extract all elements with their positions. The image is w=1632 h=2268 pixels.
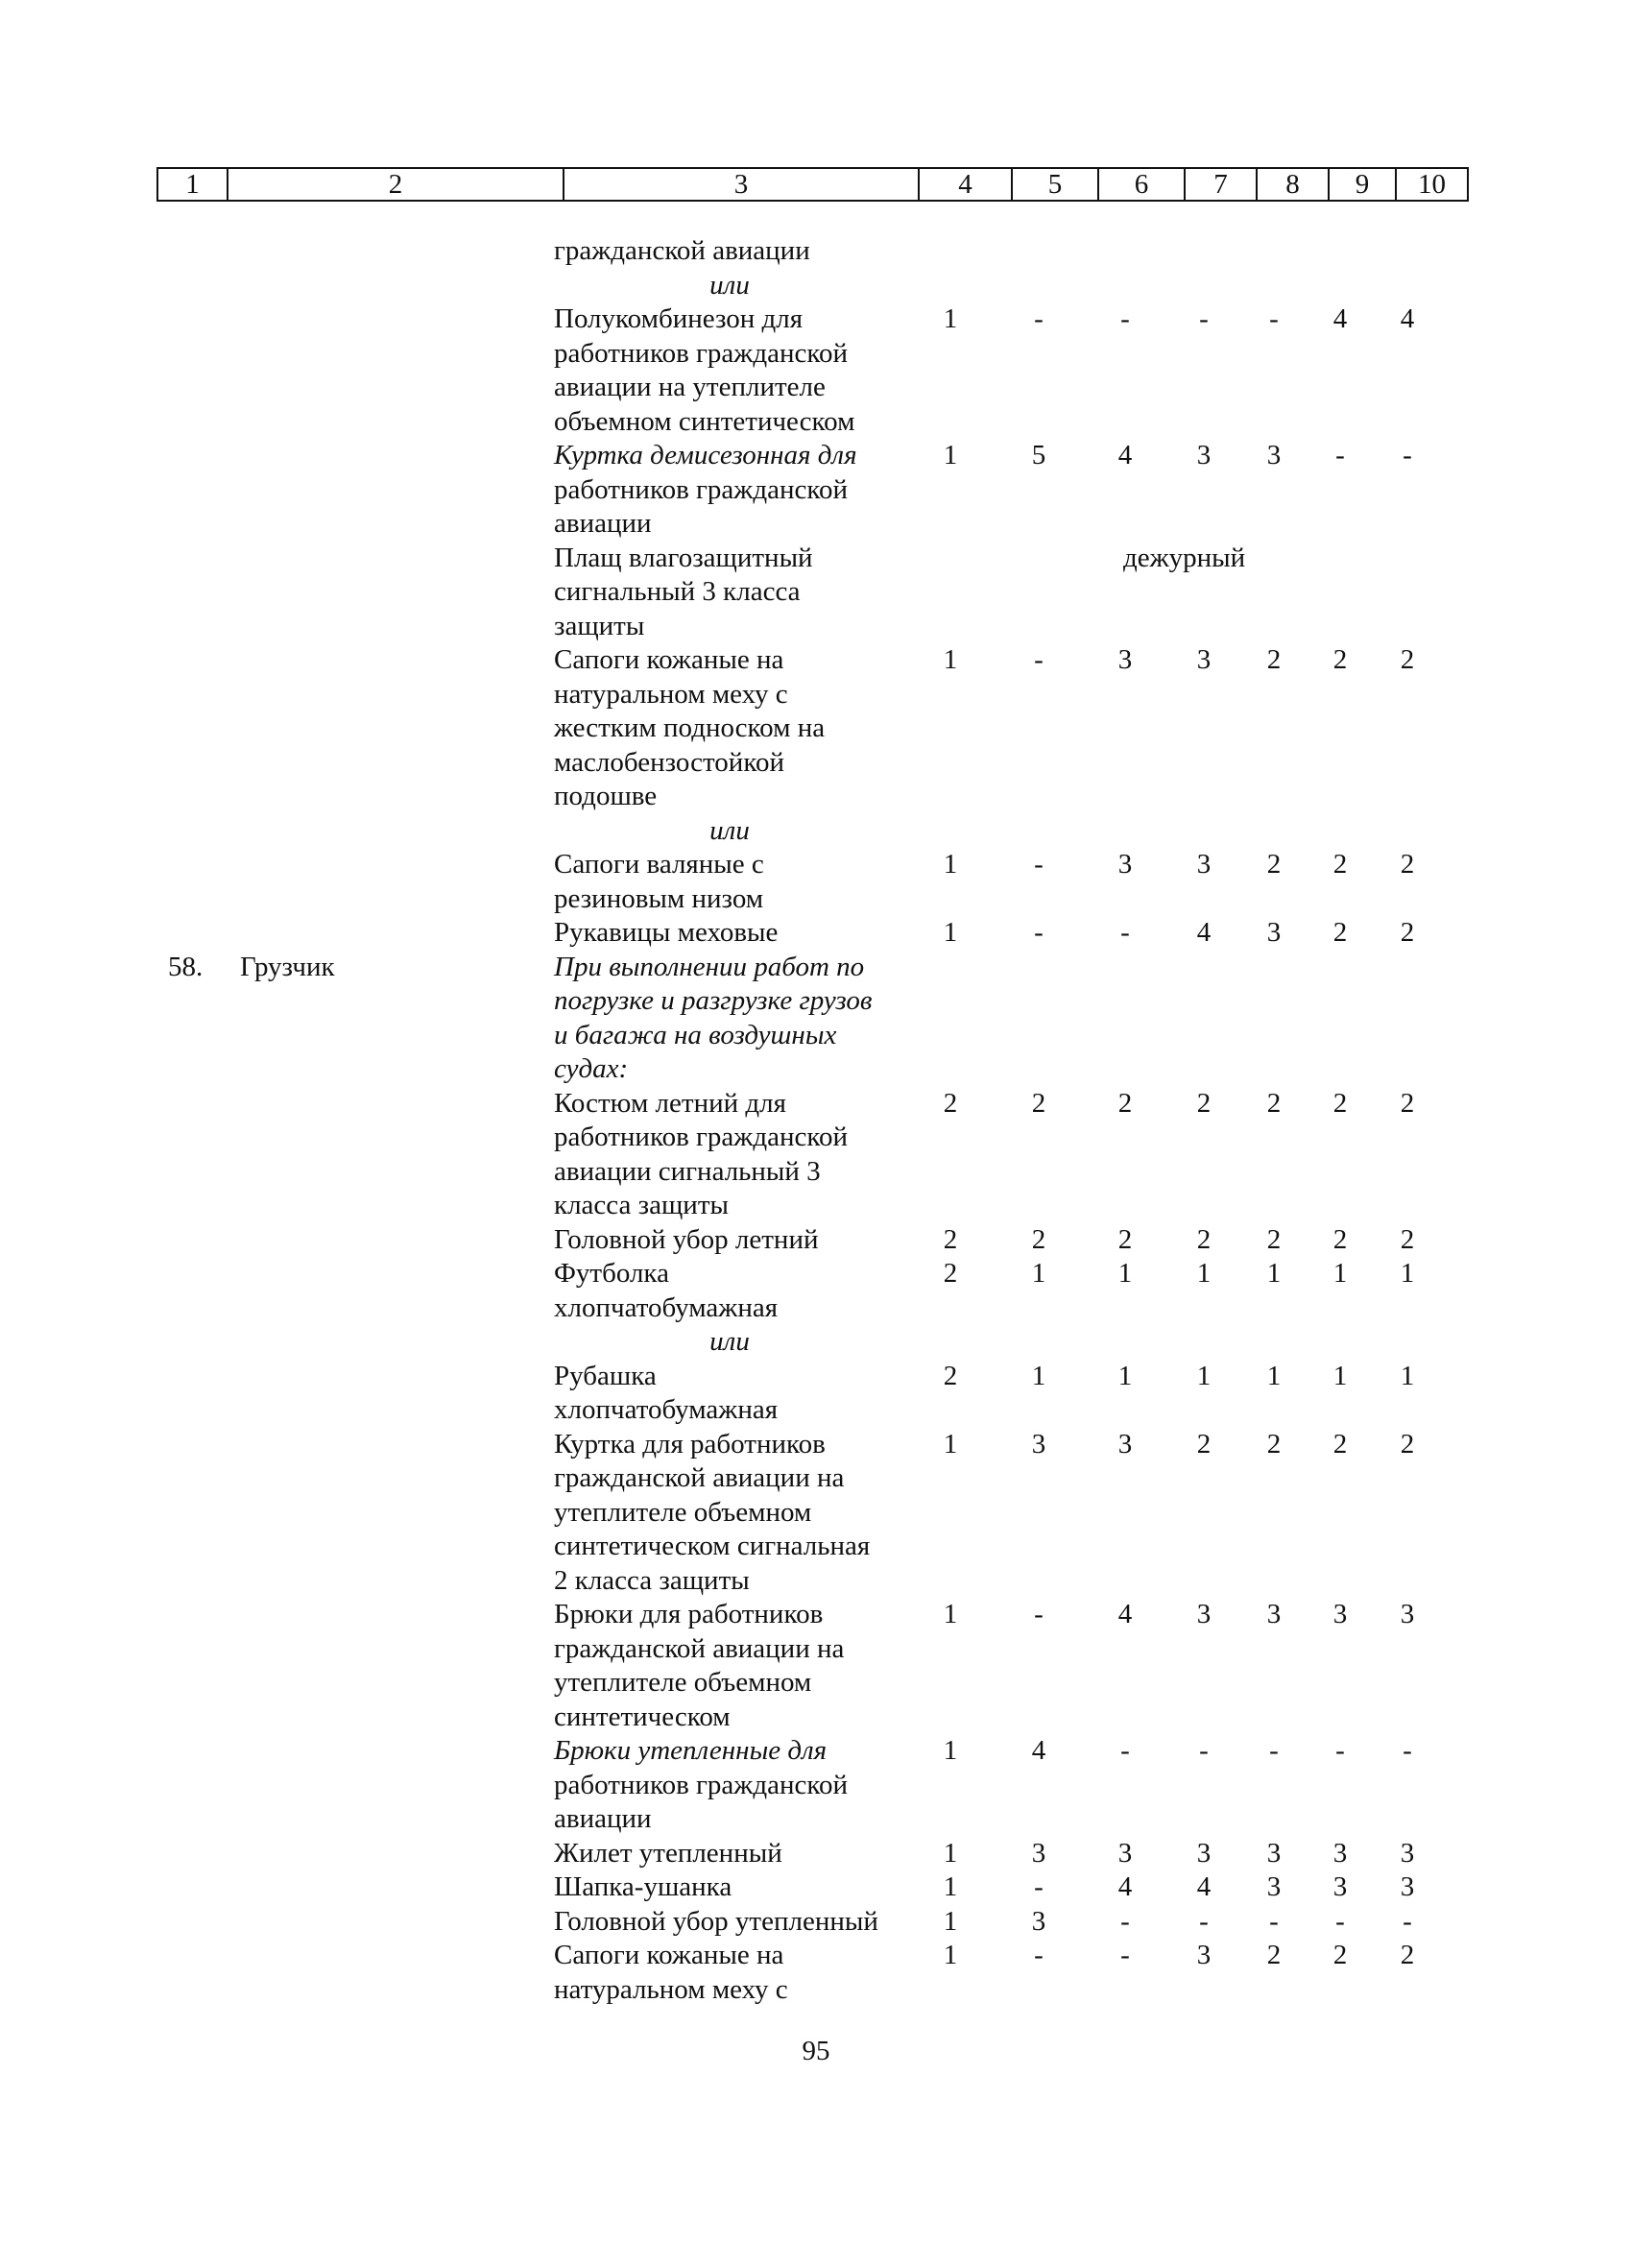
value-col-8: 3: [1266, 440, 1282, 470]
table-row: [0, 1905, 1632, 1940]
header-col-7: 7: [1186, 167, 1258, 202]
value-col-4: 2: [943, 1258, 958, 1289]
item-text-line: гражданской авиации на: [554, 1632, 845, 1664]
item-text-line: Сапоги валяные с: [554, 849, 764, 880]
item-text-line: погрузке и разгрузке грузов: [554, 985, 873, 1016]
value-col-6: 2: [1117, 1223, 1133, 1255]
header-col-2: 2: [228, 167, 564, 202]
item-text-line: Куртка демисезонная для: [554, 440, 857, 470]
value-col-4: 2: [943, 1223, 958, 1255]
value-col-9: 2: [1332, 1940, 1348, 1970]
value-col-4: 1: [943, 303, 958, 334]
value-col-5: 3: [1031, 1837, 1046, 1869]
alternative-label: или: [709, 814, 750, 846]
item-text-line: Рукавицы меховые: [554, 917, 779, 948]
value-col-8: 1: [1266, 1258, 1282, 1289]
value-col-6: 1: [1117, 1360, 1133, 1391]
value-col-10: 3: [1400, 1871, 1415, 1902]
item-text-line: и багажа на воздушных: [554, 1019, 837, 1050]
item-text-line: натуральном меху с: [554, 678, 788, 710]
table-row: [0, 234, 1632, 269]
item-text-line: 2 класса защиты: [554, 1564, 750, 1596]
value-col-5: 3: [1031, 1905, 1046, 1937]
value-col-8: 2: [1266, 1223, 1282, 1255]
table-row: [0, 951, 1632, 1087]
value-col-4: 1: [943, 1735, 958, 1766]
value-col-7: -: [1199, 1905, 1209, 1937]
table-row: [0, 916, 1632, 951]
value-col-10: 2: [1400, 1428, 1415, 1460]
item-text-line: хлопчатобумажная: [554, 1394, 779, 1425]
value-col-10: 2: [1400, 917, 1415, 948]
table-row: [0, 643, 1632, 814]
value-col-5: 4: [1031, 1735, 1046, 1766]
value-col-6: -: [1120, 1905, 1130, 1937]
table-row: [0, 1428, 1632, 1599]
value-col-8: 2: [1266, 1428, 1282, 1460]
item-text-line: Брюки утепленные для: [554, 1735, 828, 1766]
value-col-4: 1: [943, 1940, 958, 1970]
header-col-3: 3: [564, 167, 920, 202]
profession-name: Грузчик: [240, 951, 335, 982]
item-text-line: авиации на утеплителе: [554, 372, 826, 402]
table-row: [0, 848, 1632, 916]
item-text-line: утеплителе объемном: [554, 1496, 812, 1528]
item-text-line: защиты: [554, 610, 645, 641]
value-col-6: -: [1120, 917, 1130, 948]
item-text-line: Сапоги кожаные на: [554, 1940, 784, 1970]
value-col-4: 2: [943, 1087, 958, 1119]
item-text-line: гражданской авиации: [554, 235, 810, 266]
table-row: [0, 1087, 1632, 1223]
value-col-6: 3: [1117, 1428, 1133, 1460]
value-col-6: 3: [1117, 1837, 1133, 1869]
value-col-7: 4: [1196, 1871, 1212, 1902]
value-col-4: 2: [943, 1360, 958, 1391]
value-col-10: 1: [1400, 1360, 1415, 1391]
value-col-7: 3: [1196, 1940, 1212, 1970]
value-col-5: 3: [1031, 1428, 1046, 1460]
table-row: [0, 1325, 1632, 1360]
value-col-8: 3: [1266, 1837, 1282, 1869]
table-row: [0, 439, 1632, 542]
alternative-label: или: [709, 1326, 750, 1357]
value-col-9: -: [1335, 1905, 1345, 1937]
table-header-row: [156, 167, 1469, 202]
value-col-4: 1: [943, 917, 958, 948]
value-col-5: -: [1034, 1940, 1044, 1970]
item-text-line: хлопчатобумажная: [554, 1291, 779, 1323]
value-col-8: 3: [1266, 1871, 1282, 1902]
value-col-10: 4: [1400, 303, 1415, 334]
value-col-10: 2: [1400, 1940, 1415, 1970]
value-col-10: 2: [1400, 1087, 1415, 1119]
value-col-5: 1: [1031, 1258, 1046, 1289]
item-text-line: работников гражданской: [554, 1769, 848, 1800]
value-col-9: 2: [1332, 1428, 1348, 1460]
header-col-1: 1: [156, 167, 228, 202]
value-col-4: 1: [943, 440, 958, 470]
value-col-5: -: [1034, 849, 1044, 880]
value-col-6: 3: [1117, 644, 1133, 675]
value-col-6: 4: [1117, 440, 1133, 470]
item-text-line: Куртка для работников: [554, 1428, 826, 1460]
value-col-6: 2: [1117, 1087, 1133, 1119]
value-col-7: 3: [1196, 1837, 1212, 1869]
value-col-7: 2: [1196, 1087, 1212, 1119]
value-col-8: -: [1269, 1905, 1279, 1937]
value-col-10: 3: [1400, 1599, 1415, 1629]
item-text-line: Костюм летний для: [554, 1087, 786, 1119]
value-col-9: 1: [1332, 1258, 1348, 1289]
page-number: 95: [802, 2036, 830, 2066]
value-col-6: 3: [1117, 849, 1133, 880]
value-col-9: 3: [1332, 1871, 1348, 1902]
table-row: [0, 1939, 1632, 2007]
item-text-line: гражданской авиации на: [554, 1462, 845, 1493]
item-text-line: Футболка: [554, 1258, 669, 1289]
value-col-7: 4: [1196, 917, 1212, 948]
value-col-8: 1: [1266, 1360, 1282, 1391]
alternative-label: или: [709, 269, 750, 301]
value-col-5: -: [1034, 917, 1044, 948]
item-text-line: маслобензостойкой: [554, 746, 784, 778]
item-text-line: Головной убор утепленный: [554, 1905, 878, 1937]
value-col-6: -: [1120, 303, 1130, 334]
value-col-5: -: [1034, 1599, 1044, 1629]
value-col-4: 1: [943, 1599, 958, 1629]
table-row: [0, 814, 1632, 849]
item-text-line: авиации: [554, 1803, 652, 1834]
item-number: 58.: [168, 951, 204, 982]
value-col-7: 3: [1196, 849, 1212, 880]
value-col-10: -: [1403, 440, 1412, 470]
value-col-7: -: [1199, 1735, 1209, 1766]
table-row: [0, 1870, 1632, 1905]
value-col-6: 4: [1117, 1599, 1133, 1629]
value-col-4: 1: [943, 1428, 958, 1460]
value-col-9: 2: [1332, 849, 1348, 880]
value-col-7: 1: [1196, 1360, 1212, 1391]
value-col-9: 1: [1332, 1360, 1348, 1391]
value-col-7: 2: [1196, 1223, 1212, 1255]
value-col-10: 2: [1400, 849, 1415, 880]
value-col-8: 2: [1266, 849, 1282, 880]
value-col-5: 1: [1031, 1360, 1046, 1391]
item-text-line: резиновым низом: [554, 882, 764, 914]
item-text-line: Рубашка: [554, 1360, 657, 1391]
value-col-7: 2: [1196, 1428, 1212, 1460]
item-text-line: Плащ влагозащитный: [554, 542, 813, 573]
value-col-6: -: [1120, 1940, 1130, 1970]
value-col-6: 1: [1117, 1258, 1133, 1289]
value-col-9: 2: [1332, 1223, 1348, 1255]
item-text-line: объемном синтетическом: [554, 405, 855, 437]
value-col-10: 2: [1400, 644, 1415, 675]
table-row: [0, 542, 1632, 644]
value-col-7: 3: [1196, 1599, 1212, 1629]
header-col-5: 5: [1013, 167, 1099, 202]
item-text-line: работников гражданской: [554, 337, 848, 369]
table-row: [0, 269, 1632, 303]
item-text-line: сигнальный 3 класса: [554, 576, 801, 607]
value-col-10: 2: [1400, 1223, 1415, 1255]
value-col-10: 1: [1400, 1258, 1415, 1289]
value-col-8: 3: [1266, 917, 1282, 948]
item-text-line: авиации: [554, 508, 652, 539]
value-col-7: 3: [1196, 644, 1212, 675]
item-text-line: Шапка-ушанка: [554, 1871, 732, 1902]
value-col-5: -: [1034, 644, 1044, 675]
item-text-line: Жилет утепленный: [554, 1837, 782, 1869]
item-text-line: жестким подноском на: [554, 712, 826, 743]
item-text-line: Брюки для работников: [554, 1599, 824, 1629]
table-row: [0, 1257, 1632, 1325]
value-col-5: -: [1034, 1871, 1044, 1902]
item-text-line: синтетическом сигнальная: [554, 1531, 871, 1561]
value-col-10: 3: [1400, 1837, 1415, 1869]
value-col-6: 4: [1117, 1871, 1133, 1902]
value-col-5: 2: [1031, 1223, 1046, 1255]
item-text-line: класса защиты: [554, 1190, 729, 1220]
item-text-line: подошве: [554, 781, 658, 811]
value-col-4: 1: [943, 1871, 958, 1902]
value-col-8: 3: [1266, 1599, 1282, 1629]
value-col-8: -: [1269, 303, 1279, 334]
value-col-7: 3: [1196, 440, 1212, 470]
header-col-4: 4: [920, 167, 1013, 202]
value-col-9: -: [1335, 1735, 1345, 1766]
span-value: дежурный: [1123, 542, 1246, 573]
value-col-7: 1: [1196, 1258, 1212, 1289]
value-col-5: 5: [1031, 440, 1046, 470]
value-col-9: 3: [1332, 1837, 1348, 1869]
table-row: [0, 1837, 1632, 1871]
table-row: [0, 1360, 1632, 1428]
table-row: [0, 1598, 1632, 1734]
header-col-6: 6: [1099, 167, 1186, 202]
value-col-7: -: [1199, 303, 1209, 334]
table-row: [0, 1223, 1632, 1258]
value-col-5: -: [1034, 303, 1044, 334]
item-text-line: Головной убор летний: [554, 1223, 819, 1255]
value-col-4: 1: [943, 644, 958, 675]
header-col-10: 10: [1397, 167, 1469, 202]
item-text-line: Сапоги кожаные на: [554, 644, 784, 675]
value-col-4: 1: [943, 1905, 958, 1937]
value-col-9: -: [1335, 440, 1345, 470]
item-text-line: утеплителе объемном: [554, 1667, 812, 1698]
table-row: [0, 302, 1632, 439]
value-col-8: 2: [1266, 1087, 1282, 1119]
value-col-4: 1: [943, 849, 958, 880]
value-col-9: 2: [1332, 917, 1348, 948]
item-text-line: натуральном меху с: [554, 1973, 788, 2005]
item-text-line: работников гражданской: [554, 473, 848, 505]
header-col-8: 8: [1258, 167, 1330, 202]
value-col-6: -: [1120, 1735, 1130, 1766]
value-col-8: 2: [1266, 1940, 1282, 1970]
table-body: [0, 234, 1632, 2007]
value-col-10: -: [1403, 1905, 1412, 1937]
item-text-line: работников гражданской: [554, 1122, 848, 1152]
value-col-4: 1: [943, 1837, 958, 1869]
value-col-9: 2: [1332, 644, 1348, 675]
item-text-line: Полукомбинезон для: [554, 303, 804, 334]
value-col-8: -: [1269, 1735, 1279, 1766]
value-col-5: 2: [1031, 1087, 1046, 1119]
value-col-8: 2: [1266, 644, 1282, 675]
item-text-line: авиации сигнальный 3: [554, 1155, 821, 1187]
item-text-line: При выполнении работ по: [554, 951, 865, 982]
value-col-9: 4: [1332, 303, 1348, 334]
item-text-line: судах:: [554, 1053, 629, 1084]
value-col-9: 3: [1332, 1599, 1348, 1629]
table-row: [0, 1734, 1632, 1837]
item-text-line: синтетическом: [554, 1701, 731, 1732]
value-col-9: 2: [1332, 1087, 1348, 1119]
header-col-9: 9: [1330, 167, 1397, 202]
value-col-10: -: [1403, 1735, 1412, 1766]
